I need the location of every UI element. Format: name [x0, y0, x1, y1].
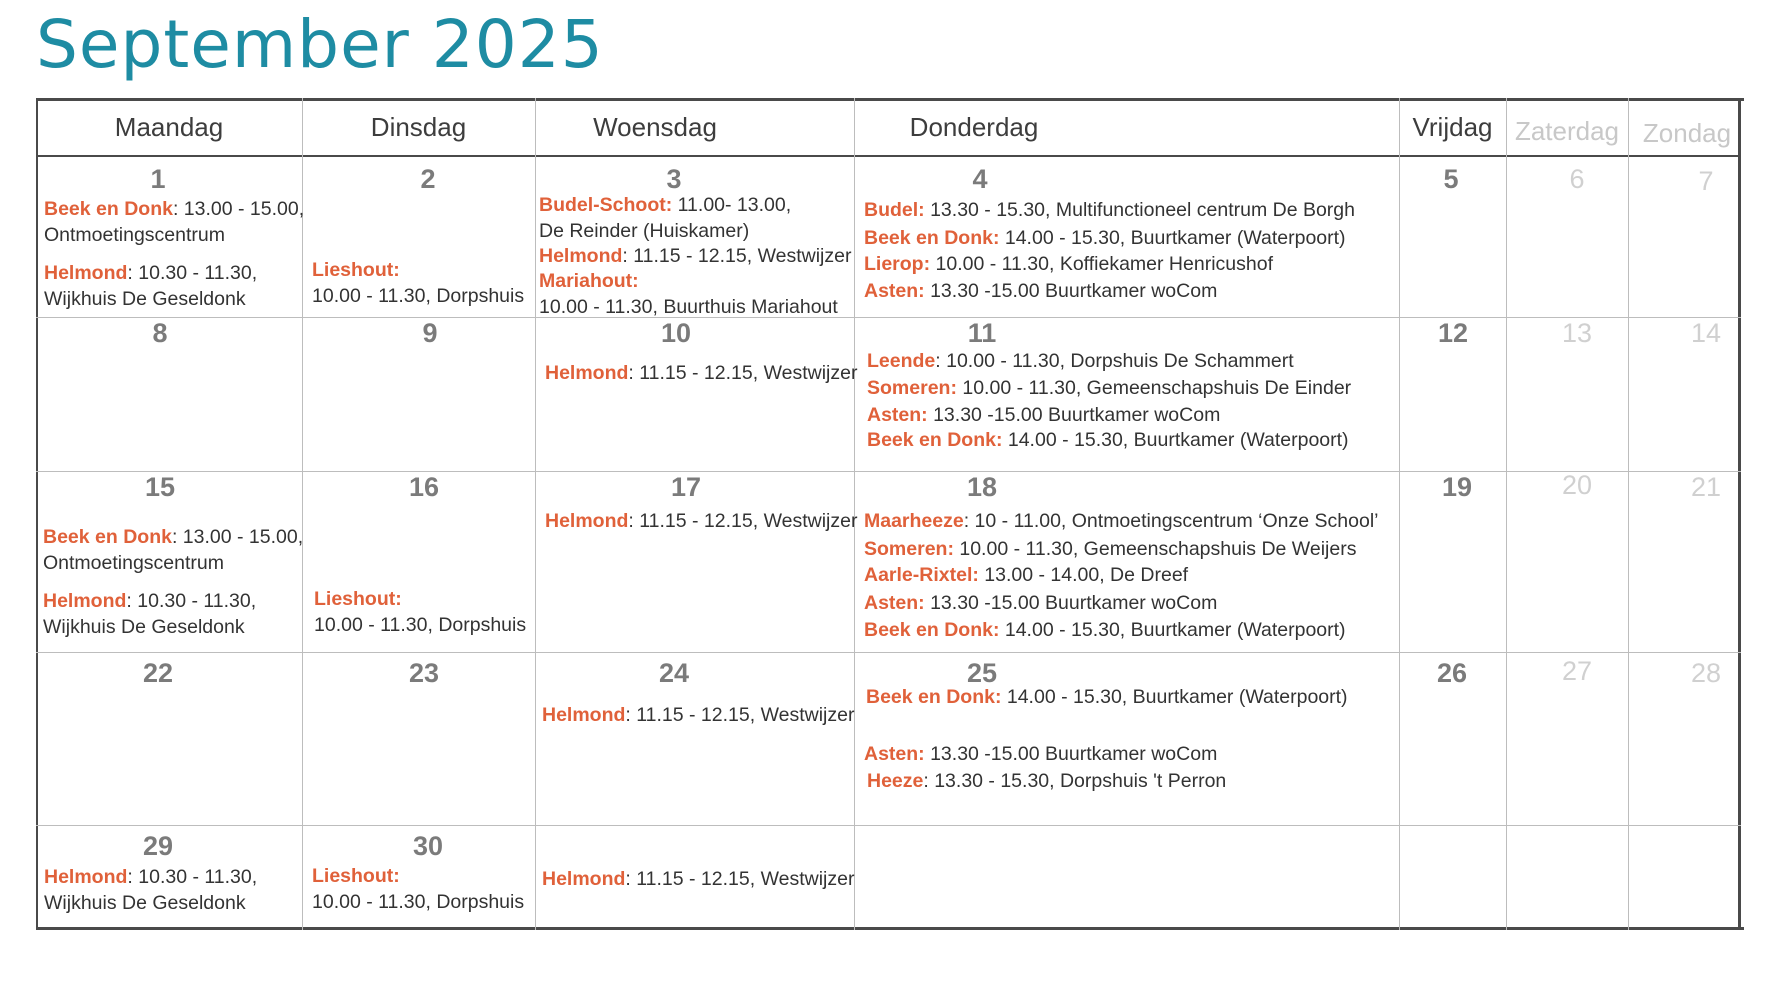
- event-entry: [539, 268, 639, 294]
- event-entry: [542, 702, 854, 728]
- day-header-zondag: Zondag: [1642, 118, 1732, 148]
- event-entry: [312, 863, 400, 889]
- day-number: 2: [420, 164, 436, 194]
- event-time: 13.30 -15.00 Buurtkamer woCom: [924, 743, 1218, 765]
- event-detail: 10.00 - 11.30, Buurthuis Mariahout: [539, 296, 838, 318]
- event-entry: [867, 427, 1349, 453]
- event-time: 10.00 - 11.30, Gemeenschapshuis De Einder: [956, 377, 1352, 399]
- event-entry: [866, 684, 1348, 710]
- event-location: Budel:: [864, 199, 925, 221]
- event-location: Asten:: [864, 592, 925, 614]
- event-location: Helmond: [539, 245, 623, 267]
- day-number: 24: [658, 658, 690, 688]
- event-location: Beek en Donk:: [866, 686, 1002, 708]
- day-header-maandag: Maandag: [114, 112, 224, 142]
- event-entry: [864, 508, 1378, 534]
- event-location: Beek en Donk:: [864, 227, 1000, 249]
- event-entry: [864, 562, 1188, 588]
- column-divider: [535, 98, 536, 930]
- day-header-donderdag: Donderdag: [909, 112, 1039, 142]
- event-detail: 10.00 - 11.30, Dorpshuis: [312, 285, 525, 307]
- event-time: : 13.30 - 15.30, Dorpshuis 't Perron: [923, 770, 1227, 792]
- day-number: 1: [150, 164, 166, 194]
- day-header-dinsdag: Dinsdag: [370, 112, 467, 142]
- day-number: 3: [666, 164, 682, 194]
- event-time: : 10.30 - 11.30,: [126, 590, 257, 612]
- event-entry: [314, 586, 402, 612]
- event-time: 14.00 - 15.30, Buurtkamer (Waterpoort): [999, 227, 1346, 249]
- row-divider: [36, 317, 1741, 318]
- event-location: Beek en Donk: [43, 526, 172, 548]
- event-time: : 11.15 - 12.15, Westwijzer: [625, 868, 855, 890]
- event-time: : 10.30 - 11.30,: [127, 866, 258, 888]
- event-time: 14.00 - 15.30, Buurtkamer (Waterpoort): [1001, 686, 1348, 708]
- event-time: : 11.15 - 12.15, Westwijzer: [622, 245, 852, 267]
- day-number: 13: [1561, 318, 1593, 348]
- day-number: 17: [670, 472, 702, 502]
- header-divider: [36, 155, 1741, 157]
- event-time: 10.00 - 11.30, Gemeenschapshuis De Weijers: [953, 538, 1357, 560]
- event-location: Heeze: [867, 770, 924, 792]
- event-location: Helmond: [545, 510, 629, 532]
- event-time: : 11.15 - 12.15, Westwijzer: [628, 510, 858, 532]
- event-entry: [44, 196, 304, 222]
- day-number: 25: [966, 658, 998, 688]
- event-detail: 10.00 - 11.30, Dorpshuis: [312, 891, 525, 913]
- day-number: 28: [1690, 658, 1722, 688]
- day-number: 26: [1436, 658, 1468, 688]
- day-number: 7: [1698, 166, 1714, 196]
- event-location: Helmond: [542, 868, 626, 890]
- event-location: Lieshout:: [314, 588, 402, 610]
- event-entry: [867, 402, 1220, 428]
- event-location: Someren:: [867, 377, 957, 399]
- grid-border-top: [36, 98, 1744, 101]
- day-header-zaterdag: Zaterdag: [1514, 116, 1620, 146]
- grid-border-left: [36, 98, 38, 930]
- event-location: Aarle-Rixtel:: [864, 564, 979, 586]
- event-time: 13.30 - 15.30, Multifunctioneel centrum De Borgh: [924, 199, 1355, 221]
- event-detail: De Reinder (Huiskamer): [539, 220, 750, 242]
- day-number: 30: [412, 831, 444, 861]
- day-header-vrijdag: Vrijdag: [1412, 112, 1493, 142]
- event-location: Helmond: [44, 866, 128, 888]
- event-location: Beek en Donk:: [867, 429, 1003, 451]
- event-time: : 10.30 - 11.30,: [127, 262, 258, 284]
- event-time: : 11.15 - 12.15, Westwijzer: [625, 704, 855, 726]
- event-location: Beek en Donk: [44, 198, 173, 220]
- event-time: : 10.00 - 11.30, Dorpshuis De Schammert: [935, 350, 1294, 372]
- row-divider: [36, 825, 1741, 826]
- calendar-grid: [36, 98, 1744, 930]
- day-number: 12: [1437, 318, 1469, 348]
- event-entry: [542, 866, 854, 892]
- day-number: 9: [422, 318, 438, 348]
- event-entry: [864, 251, 1273, 277]
- event-detail: Ontmoetingscentrum: [43, 552, 224, 574]
- row-divider: [36, 652, 1741, 653]
- day-number: 14: [1690, 318, 1722, 348]
- event-location: Mariahout:: [539, 270, 639, 292]
- event-location: Lieshout:: [312, 259, 400, 281]
- column-divider: [1628, 98, 1629, 930]
- day-number: 6: [1569, 164, 1585, 194]
- day-header-woensdag: Woensdag: [593, 112, 717, 142]
- event-location: Asten:: [864, 280, 925, 302]
- column-divider: [302, 98, 303, 930]
- day-number: 5: [1443, 164, 1459, 194]
- event-entry: [864, 741, 1217, 767]
- event-location: Leende: [867, 350, 936, 372]
- event-time: : 13.00 - 15.00,: [172, 198, 305, 220]
- event-entry: [864, 197, 1355, 223]
- event-location: Helmond: [43, 590, 127, 612]
- event-detail: Wijkhuis De Geseldonk: [43, 616, 245, 638]
- event-entry: [539, 192, 791, 218]
- event-entry: [864, 278, 1217, 304]
- event-time: 14.00 - 15.30, Buurtkamer (Waterpoort): [1002, 429, 1349, 451]
- event-entry: [867, 375, 1351, 401]
- day-number: 4: [972, 164, 988, 194]
- event-entry: [43, 588, 256, 614]
- column-divider: [1506, 98, 1507, 930]
- event-location: Lierop:: [864, 253, 931, 275]
- day-number: 10: [660, 318, 692, 348]
- event-time: 10.00 - 11.30, Koffiekamer Henricushof: [930, 253, 1273, 275]
- day-number: 18: [966, 472, 998, 502]
- event-entry: [545, 360, 857, 386]
- event-entry: [539, 243, 851, 269]
- event-entry: [864, 536, 1356, 562]
- event-entry: [864, 590, 1217, 616]
- day-number: 15: [144, 472, 176, 502]
- event-location: Budel-Schoot:: [539, 194, 673, 216]
- event-entry: [864, 617, 1346, 643]
- day-number: 11: [967, 318, 997, 348]
- event-location: Helmond: [545, 362, 629, 384]
- day-number: 19: [1441, 472, 1473, 502]
- event-entry: [44, 864, 257, 890]
- event-location: Helmond: [542, 704, 626, 726]
- event-entry: [44, 260, 257, 286]
- event-time: 14.00 - 15.30, Buurtkamer (Waterpoort): [999, 619, 1346, 641]
- event-time: 13.30 -15.00 Buurtkamer woCom: [924, 280, 1218, 302]
- event-location: Someren:: [864, 538, 954, 560]
- day-number: 20: [1561, 470, 1593, 500]
- event-location: Asten:: [864, 743, 925, 765]
- event-detail: Wijkhuis De Geseldonk: [44, 288, 246, 310]
- event-entry: [867, 768, 1226, 794]
- day-number: 8: [152, 318, 168, 348]
- day-number: 23: [408, 658, 440, 688]
- event-time: 13.30 -15.00 Buurtkamer woCom: [924, 592, 1218, 614]
- column-divider: [1399, 98, 1400, 930]
- event-entry: [43, 524, 303, 550]
- event-detail: Ontmoetingscentrum: [44, 224, 225, 246]
- event-entry: [312, 257, 400, 283]
- event-entry: [545, 508, 857, 534]
- event-entry: [867, 348, 1294, 374]
- event-location: Beek en Donk:: [864, 619, 1000, 641]
- event-location: Maarheeze: [864, 510, 964, 532]
- event-time: : 10 - 11.00, Ontmoetingscentrum ‘Onze School’: [963, 510, 1379, 532]
- event-location: Asten:: [867, 404, 928, 426]
- event-time: 13.30 -15.00 Buurtkamer woCom: [927, 404, 1221, 426]
- day-number: 29: [142, 831, 174, 861]
- event-location: Helmond: [44, 262, 128, 284]
- page-title: September 2025: [36, 6, 604, 83]
- event-location: Lieshout:: [312, 865, 400, 887]
- day-number: 27: [1561, 656, 1593, 686]
- day-number: 16: [408, 472, 440, 502]
- event-time: 11.00- 13.00,: [672, 194, 792, 216]
- grid-border-bottom: [36, 927, 1744, 930]
- event-time: : 13.00 - 15.00,: [171, 526, 304, 548]
- event-entry: [864, 225, 1346, 251]
- day-number: 22: [142, 658, 174, 688]
- event-detail: 10.00 - 11.30, Dorpshuis: [314, 614, 527, 636]
- event-detail: Wijkhuis De Geseldonk: [44, 892, 246, 914]
- day-number: 21: [1690, 472, 1722, 502]
- event-time: : 11.15 - 12.15, Westwijzer: [628, 362, 858, 384]
- event-time: 13.00 - 14.00, De Dreef: [978, 564, 1189, 586]
- grid-border-right: [1738, 98, 1741, 930]
